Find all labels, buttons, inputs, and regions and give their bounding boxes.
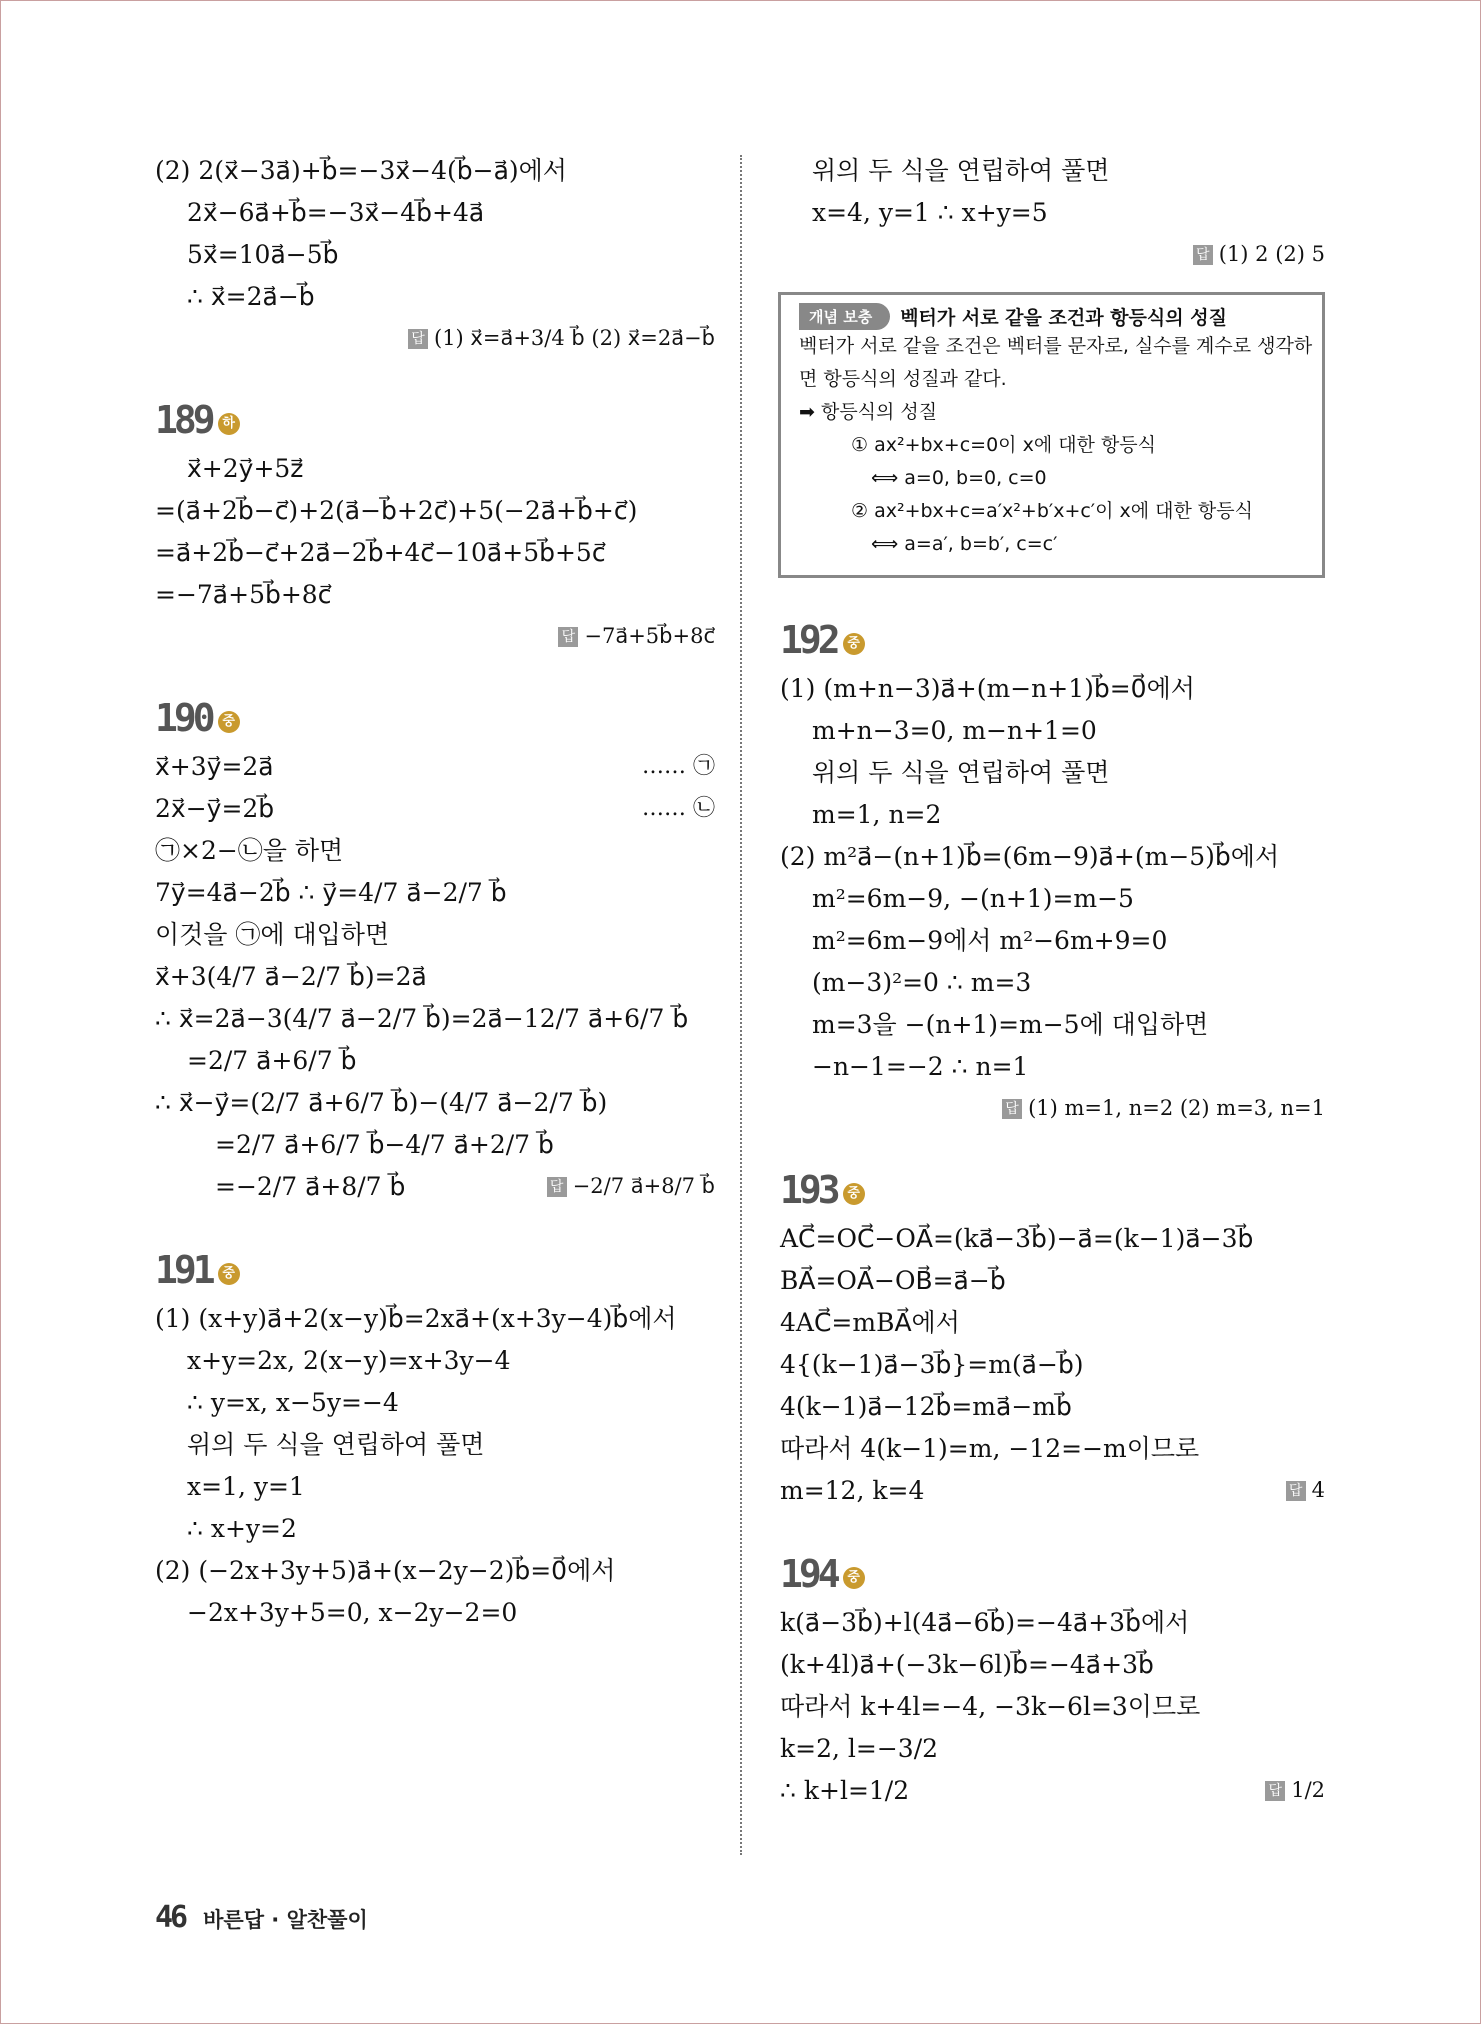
solution-line: 위의 두 식을 연립하여 풀면 <box>812 758 1110 787</box>
solution-line: ∴ x⃗=2a⃗−b⃗ <box>187 282 315 311</box>
answer-tag: 답 <box>547 1177 567 1197</box>
answer-text: (1) x⃗=a⃗+3/4 b⃗ (2) x⃗=2a⃗−b⃗ <box>434 326 715 350</box>
problem-number <box>780 612 1325 668</box>
concept-line: ① ax²+bx+c=0이 x에 대한 항등식 <box>851 434 1157 456</box>
difficulty-badge: 하 <box>218 413 240 435</box>
problem-number-text: 192 <box>780 618 837 662</box>
answer-tag: 답 <box>1193 245 1213 265</box>
equation-row <box>155 746 715 788</box>
problem-number <box>155 392 715 448</box>
solution-line: ∴ x⃗=2a⃗−3(4/7 a⃗−2/7 b⃗)=2a⃗−12/7 a⃗+6/7 b⃗ <box>155 1004 689 1033</box>
page-number: 46 <box>155 1900 186 1935</box>
solution-line: =a⃗+2b⃗−c⃗+2a⃗−2b⃗+4c⃗−10a⃗+5b⃗+5c⃗ <box>155 538 606 567</box>
solution-line: x⃗+2y⃗+5z⃗ <box>187 454 304 483</box>
solution-line: ∴ y=x, x−5y=−4 <box>187 1388 399 1417</box>
answer-tag: 답 <box>1286 1481 1306 1501</box>
answer-text: (1) 2 (2) 5 <box>1218 242 1325 266</box>
solution-line: x=1, y=1 <box>187 1472 305 1501</box>
solution-line: =2/7 a⃗+6/7 b⃗−4/7 a⃗+2/7 b⃗ <box>215 1130 554 1159</box>
equation: x⃗+3y⃗=2a⃗ <box>155 752 274 781</box>
equation-row <box>155 788 715 830</box>
difficulty-badge: 중 <box>218 1263 240 1285</box>
problem-194 <box>780 1546 1325 1812</box>
solution-line: (k+4l)a⃗+(−3k−6l)b⃗=−4a⃗+3b⃗ <box>780 1650 1154 1679</box>
concept-line: ⟺ a=0, b=0, c=0 <box>871 467 1047 489</box>
page-footer <box>155 1900 368 1935</box>
solution-line: (1) (x+y)a⃗+2(x−y)b⃗=2xa⃗+(x+3y−4)b⃗에서 <box>155 1304 677 1333</box>
solution-line: m+n−3=0, m−n+1=0 <box>812 716 1097 745</box>
solution-line: ∴ k+l=1/2 <box>780 1776 910 1805</box>
answer-line <box>547 1166 715 1208</box>
problem-188-part2 <box>155 150 715 358</box>
concept-line: 벡터가 서로 같을 조건은 벡터를 문자로, 실수를 계수로 생각하 <box>799 335 1313 357</box>
problem-191 <box>155 1242 715 1634</box>
solution-line: (1) (m+n−3)a⃗+(m−n+1)b⃗=0⃗에서 <box>780 674 1195 703</box>
answer-tag: 답 <box>558 627 578 647</box>
solution-line: =(a⃗+2b⃗−c⃗)+2(a⃗−b⃗+2c⃗)+5(−2a⃗+b⃗+c⃗) <box>155 496 638 525</box>
answer-tag: 답 <box>1002 1099 1022 1119</box>
solution-line: m=12, k=4 <box>780 1476 925 1505</box>
answer-text: 1/2 <box>1291 1778 1325 1802</box>
concept-line: 면 항등식의 성질과 같다. <box>799 368 1007 390</box>
problem-number-text: 191 <box>155 1248 212 1292</box>
solution-line: ∴ x+y=2 <box>187 1514 297 1543</box>
answer-text: −2/7 a⃗+8/7 b⃗ <box>572 1174 715 1198</box>
solution-answer-row <box>780 1770 1325 1812</box>
concept-line: ➡ 항등식의 성질 <box>799 401 938 423</box>
solution-line: AC⃗=OC⃗−OA⃗=(ka⃗−3b⃗)−a⃗=(k−1)a⃗−3b⃗ <box>780 1224 1254 1253</box>
problem-191-continued <box>780 150 1325 274</box>
solution-line: m=1, n=2 <box>812 800 942 829</box>
difficulty-badge: 중 <box>843 633 865 655</box>
answer-tag: 답 <box>408 329 428 349</box>
problem-number <box>780 1546 1325 1602</box>
solution-line: −2x+3y+5=0, x−2y−2=0 <box>187 1598 518 1627</box>
solution-line: BA⃗=OA⃗−OB⃗=a⃗−b⃗ <box>780 1266 1006 1295</box>
solution-line: m=3을 −(n+1)=m−5에 대입하면 <box>812 1010 1209 1039</box>
answer-line <box>780 1088 1325 1128</box>
solution-line: 따라서 k+4l=−4, −3k−6l=3이므로 <box>780 1692 1201 1721</box>
solution-line: k(a⃗−3b⃗)+l(4a⃗−6b⃗)=−4a⃗+3b⃗에서 <box>780 1608 1190 1637</box>
concept-title: 벡터가 서로 같을 조건과 항등식의 성질 <box>900 307 1227 329</box>
problem-190 <box>155 690 715 1208</box>
difficulty-badge: 중 <box>843 1183 865 1205</box>
answer-line <box>1286 1470 1325 1512</box>
problem-number-text: 190 <box>155 696 212 740</box>
solution-line: 4(k−1)a⃗−12b⃗=ma⃗−mb⃗ <box>780 1392 1072 1421</box>
solution-line: m²=6m−9, −(n+1)=m−5 <box>812 884 1134 913</box>
left-column <box>155 150 715 1634</box>
solution-line: −n−1=−2 ∴ n=1 <box>812 1052 1029 1081</box>
problem-193 <box>780 1162 1325 1512</box>
problem-192 <box>780 612 1325 1128</box>
problem-number <box>155 1242 715 1298</box>
equation: 2x⃗−y⃗=2b⃗ <box>155 794 275 823</box>
difficulty-badge: 중 <box>218 711 240 733</box>
solution-line: =−2/7 a⃗+8/7 b⃗ <box>215 1172 406 1201</box>
solution-line: 따라서 4(k−1)=m, −12=−m이므로 <box>780 1434 1200 1463</box>
problem-189 <box>155 392 715 656</box>
solution-line: ∴ x⃗−y⃗=(2/7 a⃗+6/7 b⃗)−(4/7 a⃗−2/7 b⃗) <box>155 1088 608 1117</box>
answer-line <box>155 616 715 656</box>
solution-answer-row <box>780 1470 1325 1512</box>
solution-line: m²=6m−9에서 m²−6m+9=0 <box>812 926 1168 955</box>
concept-line: ⟺ a=a′, b=b′, c=c′ <box>871 533 1058 555</box>
concept-box-header <box>799 303 1304 330</box>
solution-line: x⃗+3(4/7 a⃗−2/7 b⃗)=2a⃗ <box>155 962 427 991</box>
problem-number <box>155 690 715 746</box>
equation-mark: …… ㉠ <box>642 754 715 779</box>
difficulty-badge: 중 <box>843 1567 865 1589</box>
concept-badge: 개념 보충 <box>799 303 890 330</box>
problem-number-text: 189 <box>155 398 212 442</box>
solution-line: (2) (−2x+3y+5)a⃗+(x−2y−2)b⃗=0⃗에서 <box>155 1556 616 1585</box>
solution-line: 위의 두 식을 연립하여 풀면 <box>187 1430 485 1459</box>
right-column <box>780 150 1325 1812</box>
answer-text: (1) m=1, n=2 (2) m=3, n=1 <box>1028 1096 1325 1120</box>
solution-line: 4AC⃗=mBA⃗에서 <box>780 1308 960 1337</box>
solution-line: x=4, y=1 ∴ x+y=5 <box>812 198 1048 227</box>
solution-line: 2x⃗−6a⃗+b⃗=−3x⃗−4b⃗+4a⃗ <box>187 198 485 227</box>
solution-line: 4{(k−1)a⃗−3b⃗}=m(a⃗−b⃗) <box>780 1350 1084 1379</box>
solution-line: (m−3)²=0 ∴ m=3 <box>812 968 1032 997</box>
book-title: 바른답 · 알찬풀이 <box>203 1908 368 1932</box>
answer-line <box>1265 1770 1325 1812</box>
solution-line: ㉠×2−㉡을 하면 <box>155 836 344 865</box>
solution-line: 위의 두 식을 연립하여 풀면 <box>812 156 1110 185</box>
solution-answer-row <box>155 1166 715 1208</box>
solution-line: 7y⃗=4a⃗−2b⃗ ∴ y⃗=4/7 a⃗−2/7 b⃗ <box>155 878 507 907</box>
equation-mark: …… ㉡ <box>642 796 715 821</box>
problem-number-text: 194 <box>780 1552 837 1596</box>
answer-line <box>780 234 1325 274</box>
solution-line: k=2, l=−3/2 <box>780 1734 939 1763</box>
concept-line: ② ax²+bx+c=a′x²+b′x+c′이 x에 대한 항등식 <box>851 500 1253 522</box>
answer-line <box>155 318 715 358</box>
solution-line: x+y=2x, 2(x−y)=x+3y−4 <box>187 1346 511 1375</box>
solution-line: =−7a⃗+5b⃗+8c⃗ <box>155 580 332 609</box>
solution-line: 이것을 ㉠에 대입하면 <box>155 920 390 949</box>
problem-number <box>780 1162 1325 1218</box>
answer-text: 4 <box>1311 1478 1325 1502</box>
answer-tag: 답 <box>1265 1781 1285 1801</box>
column-divider <box>740 155 742 1855</box>
answer-text: −7a⃗+5b⃗+8c⃗ <box>584 624 715 648</box>
solution-line: (2) m²a⃗−(n+1)b⃗=(6m−9)a⃗+(m−5)b⃗에서 <box>780 842 1280 871</box>
solution-line: 5x⃗=10a⃗−5b⃗ <box>187 240 339 269</box>
solution-line: =2/7 a⃗+6/7 b⃗ <box>187 1046 357 1075</box>
problem-number-text: 193 <box>780 1168 837 1212</box>
solution-line: (2) 2(x⃗−3a⃗)+b⃗=−3x⃗−4(b⃗−a⃗)에서 <box>155 156 567 185</box>
concept-box <box>778 292 1325 578</box>
